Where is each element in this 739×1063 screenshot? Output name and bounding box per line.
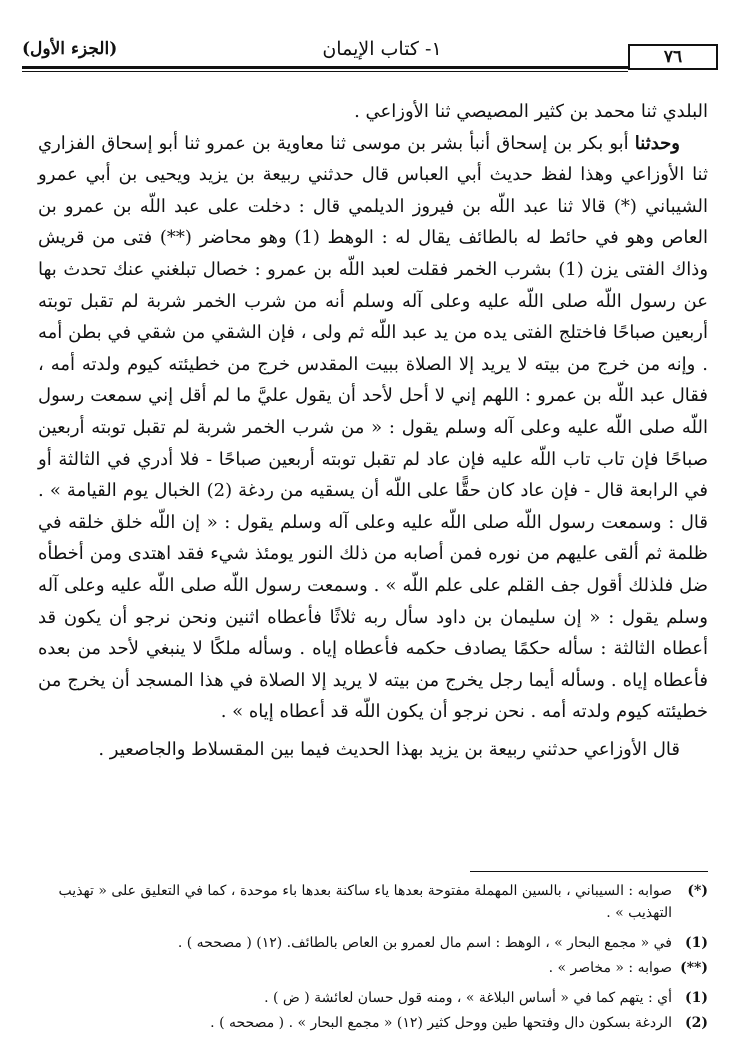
footnote-mark: (*)	[687, 883, 708, 899]
header-rule-thin	[22, 71, 628, 72]
footnote-text: صوابه : السيباني ، بالسين المهملة مفتوحة بعدها ياء ساكنة بعدها باء موحدة ، كما في التعليق على « تهذيب التهذيب » .	[58, 883, 672, 921]
footnote-mark: (2)	[685, 1015, 708, 1031]
paragraph-text: أبو بكر بن إسحاق أنبأ بشر بن موسى ثنا معاوية بن عمرو ثنا أبو إسحاق الفزاري ثنا الأوزاعي وهذا لفظ حديث أبي العباس قال حدثني ربيعة بن يزيد ويحيى بن أبي عمرو الشيباني (*) قالا ثنا عبد اللّه بن فيروز الديلمي قال : دخلت على عبد اللّه بن عمرو بن العاص وهو في حائط له بالطائف يقال له : الوهط (1) وهو محاضر (**) فتى من قريش وذاك الفتى يزن (1) بشرب الخمر فقلت لعبد اللّه بن عمرو : خصال تبلغني عنك تحدث بها عن رسول اللّه صلى اللّه عليه وعلى آله وسلم أنه من شرب الخمر شربة لم تقبل توبته أربعين صباحًا فاختلج الفتى يده من يد عبد اللّه ثم ولى ، فإن الشقي من شقي في بطن أمه . وإنه من خرج من بيته لا يريد إلا الصلاة ببيت المقدس خرج من خطيئته كيوم ولدته أمه ، فقال عبد اللّه بن عمرو : اللهم إني لا أحل لأحد أن يقول عليَّ ما لم أقل إني سمعت رسول اللّه صلى اللّه عليه وعلى آله وسلم يقول : « من شرب الخمر شربة لم تقبل توبته أربعين صباحًا فإن تاب تاب اللّه عليه فإن عاد لم تقبل توبته أربعين صباحًا - فلا أدري في الثالثة أو في الرابعة قال - فإن عاد كان حقًّا على اللّه أن يسقيه من ردغة (2) الخبال يوم القيامة » . قال : وسمعت رسول اللّه صلى اللّه عليه وعلى آله وسلم يقول : « إن اللّه خلق خلقه في ظلمة ثم ألقى عليهم من نوره فمن أصابه من ذلك النور يومئذ شيء فقد اهتدى ومن أخطأه ضل فلذلك أقول جف القلم على علم اللّه » . وسمعت رسول اللّه صلى اللّه عليه وعلى آله وسلم يقول : « إن سليمان بن داود سأل ربه ثلاثًا فأعطاه اثنين ونحن نرجو أن يكون قد أعطاه الثالثة : سأله حكمًا يصادف حكمه فأعطاه إياه . وسأله ملكًا لا ينبغي لأحد من بعده فأعطاه إياه . وسأله أيما رجل يخرج من بيته لا يريد إلا الصلاة في هذا المسجد أن يخرج من خطيئته كيوم ولدته أمه . نحن نرجو أن يكون اللّه قد أعطاه إياه » .	[38, 132, 709, 723]
main-text	[38, 96, 708, 765]
footnote-divider	[470, 871, 708, 872]
footnote-text: أي : يتهم كما في « أساس البلاغة » ، ومنه قول حسان لعائشة ( ض ) .	[264, 990, 672, 1006]
footnote-text: في « مجمع البحار » ، الوهط : اسم مال لعمرو بن العاص بالطائف. (١٢) ( مصححه ) .	[177, 935, 672, 951]
closing-line: قال الأوزاعي حدثني ربيعة بن يزيد بهذا الحديث فيما بين المقسلاط والجاصعير .	[98, 738, 680, 760]
footnote	[32, 880, 708, 924]
page-number: ٧٦	[628, 44, 718, 70]
footnote	[32, 932, 708, 954]
volume-label: (الجزء الأول)	[22, 39, 118, 59]
footnote-text: صوابه : « مخاصر » .	[548, 960, 672, 976]
footnote	[32, 987, 708, 1009]
header-rule	[22, 66, 628, 69]
paragraph-lead: وحدثنا	[634, 132, 680, 154]
footnote-mark: (1)	[685, 935, 708, 951]
footnote-mark: (1)	[685, 990, 708, 1006]
footnotes	[32, 880, 708, 1037]
footnote	[32, 1012, 708, 1034]
footnote	[32, 957, 708, 979]
footnote-mark: (**)	[680, 960, 708, 976]
hadith-paragraph	[38, 128, 708, 728]
opening-line: البلدي ثنا محمد بن كثير المصيصي ثنا الأوزاعي .	[354, 101, 708, 122]
page-header	[22, 36, 718, 70]
chapter-title: ١- كتاب الإيمان	[322, 38, 442, 60]
footnote-text: الردغة بسكون دال وفتحها طين ووحل كثير (١٢) « مجمع البحار » . ( مصححه ) .	[210, 1015, 672, 1031]
